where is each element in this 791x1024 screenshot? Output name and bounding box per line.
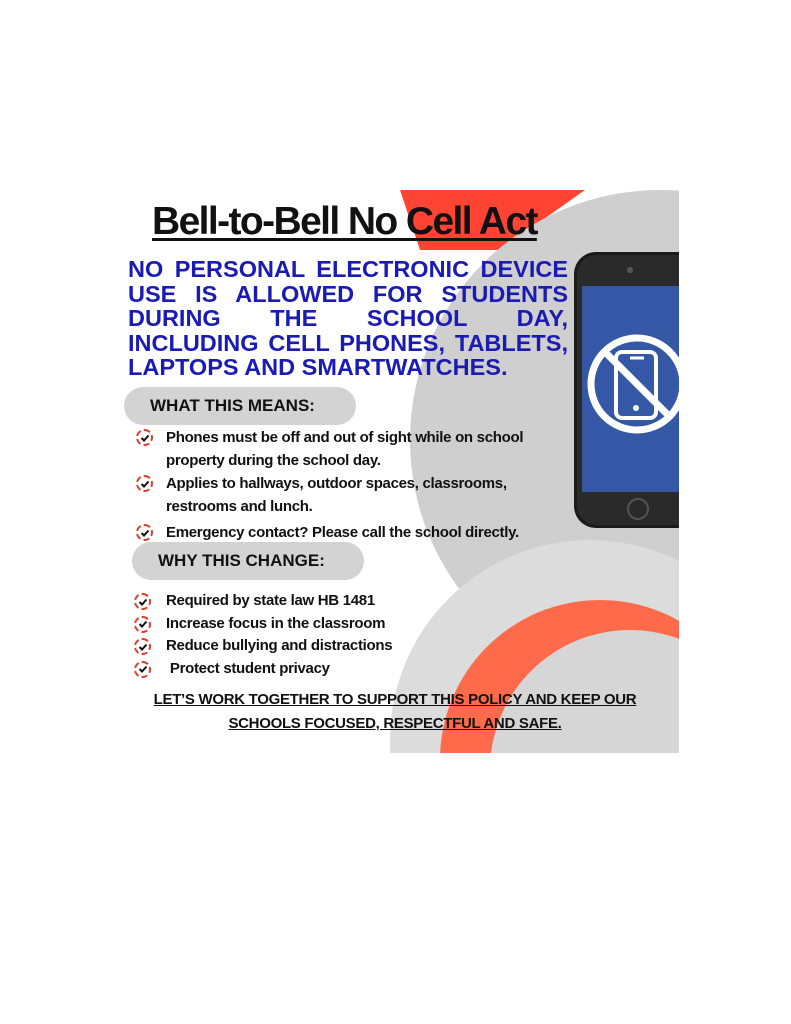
list-item-text: Required by state law HB 1481 xyxy=(166,592,375,609)
why-this-change-label: WHY THIS CHANGE: xyxy=(158,551,325,570)
check-icon xyxy=(136,429,153,446)
list-item-text: Phones must be off and out of sight while on school property during the school day. xyxy=(166,429,524,469)
why-this-change-list xyxy=(134,590,534,680)
list-item-text: Protect student privacy xyxy=(166,659,330,677)
check-icon xyxy=(134,661,151,678)
what-this-means-heading xyxy=(124,387,356,425)
list-item xyxy=(134,635,534,658)
list-item xyxy=(134,658,534,681)
list-item xyxy=(134,521,574,544)
list-item-text: Reduce bullying and distractions xyxy=(166,637,393,654)
why-this-change-heading xyxy=(132,542,364,580)
check-icon xyxy=(136,524,153,541)
what-this-means-label: WHAT THIS MEANS: xyxy=(150,396,315,415)
check-icon xyxy=(136,475,153,492)
list-item xyxy=(134,613,534,636)
policy-headline: NO PERSONAL ELECTRONIC DEVICE USE IS ALLOWED FOR STUDENTS DURING THE SCHOOL DAY, INCLUDING CELL PHONES, TABLETS, LAPTOPS AND SMARTWATCHES. xyxy=(128,256,568,380)
list-item-text: Applies to hallways, outdoor spaces, classrooms, restrooms and lunch. xyxy=(166,475,507,515)
check-icon xyxy=(134,638,151,655)
flyer-title: Bell-to-Bell No Cell Act xyxy=(152,200,537,243)
list-item xyxy=(134,590,534,613)
what-this-means-list xyxy=(134,426,574,544)
list-item xyxy=(134,472,574,518)
list-item-text: Increase focus in the classroom xyxy=(166,614,386,632)
list-item xyxy=(134,426,574,472)
check-icon xyxy=(134,616,151,633)
check-icon xyxy=(134,593,151,610)
footer-call-to-action: LET’S WORK TOGETHER TO SUPPORT THIS POLICY AND KEEP OUR SCHOOLS FOCUSED, RESPECTFUL AND SAFE. xyxy=(153,691,637,732)
list-item-text: Emergency contact? Please call the school directly. xyxy=(166,524,519,541)
